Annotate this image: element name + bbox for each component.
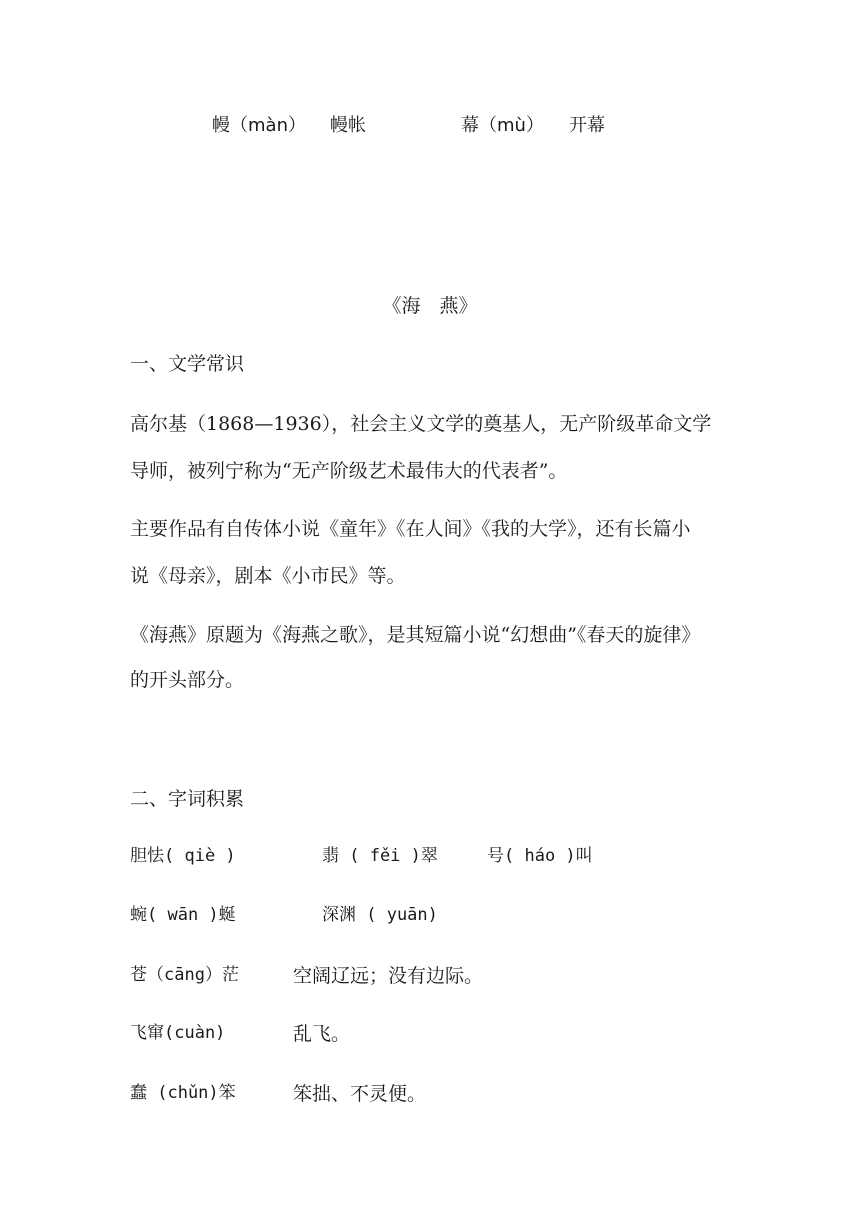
lit-paragraph-3-line-1: 《海燕》原题为《海燕之歌》，是其短篇小说“幻想曲”《春天的旋律》: [130, 624, 701, 646]
top-vocab-row: [0, 117, 860, 139]
vocab-cangmang-definition: 空阔辽远；没有边际。: [293, 965, 484, 987]
vocab-fei: 翡 ( fěi )翠: [322, 846, 438, 866]
vocab-row-5: [0, 1085, 860, 1107]
vocab-mu-char: 幕（mù）: [461, 115, 544, 136]
vocab-hao: 号( háo )叫: [487, 846, 593, 866]
vocab-row-1: [0, 848, 860, 870]
vocab-heading: 二、字词积累: [130, 788, 245, 810]
section-title: 《海 燕》: [382, 295, 478, 317]
vocab-man-char: 幔（màn）: [212, 115, 306, 136]
vocab-row-4: [0, 1025, 860, 1047]
vocab-wan: 蜿( wān )蜒: [130, 905, 236, 925]
vocab-chunben: 蠢 (chǔn)笨: [130, 1083, 236, 1103]
vocab-man-word: 幔帐: [330, 115, 366, 136]
literature-heading: 一、文学常识: [130, 353, 245, 375]
vocab-cangmang: 苍（cāng）茫: [130, 965, 239, 985]
vocab-feicuan: 飞窜(cuàn): [130, 1023, 226, 1043]
vocab-row-2: [0, 907, 860, 929]
lit-paragraph-1-line-1: 高尔基（1868—1936），社会主义文学的奠基人，无产阶级革命文学: [130, 413, 712, 435]
vocab-feicuan-definition: 乱飞。: [293, 1023, 351, 1045]
vocab-yuan: 深渊 ( yuān): [322, 905, 438, 925]
lit-paragraph-1-line-2: 导师，被列宁称为“无产阶级艺术最伟大的代表者”。: [130, 460, 568, 482]
vocab-row-3: [0, 967, 860, 989]
vocab-qie: 胆怯( qiè ): [130, 846, 236, 866]
vocab-mu-word: 开幕: [569, 115, 605, 136]
lit-paragraph-3-line-2: 的开头部分。: [130, 669, 245, 691]
lit-paragraph-2-line-1: 主要作品有自传体小说《童年》《在人间》《我的大学》，还有长篇小: [130, 518, 691, 540]
lit-paragraph-2-line-2: 说《母亲》，剧本《小市民》等。: [130, 565, 406, 587]
vocab-chunben-definition: 笨拙、不灵便。: [293, 1083, 427, 1105]
